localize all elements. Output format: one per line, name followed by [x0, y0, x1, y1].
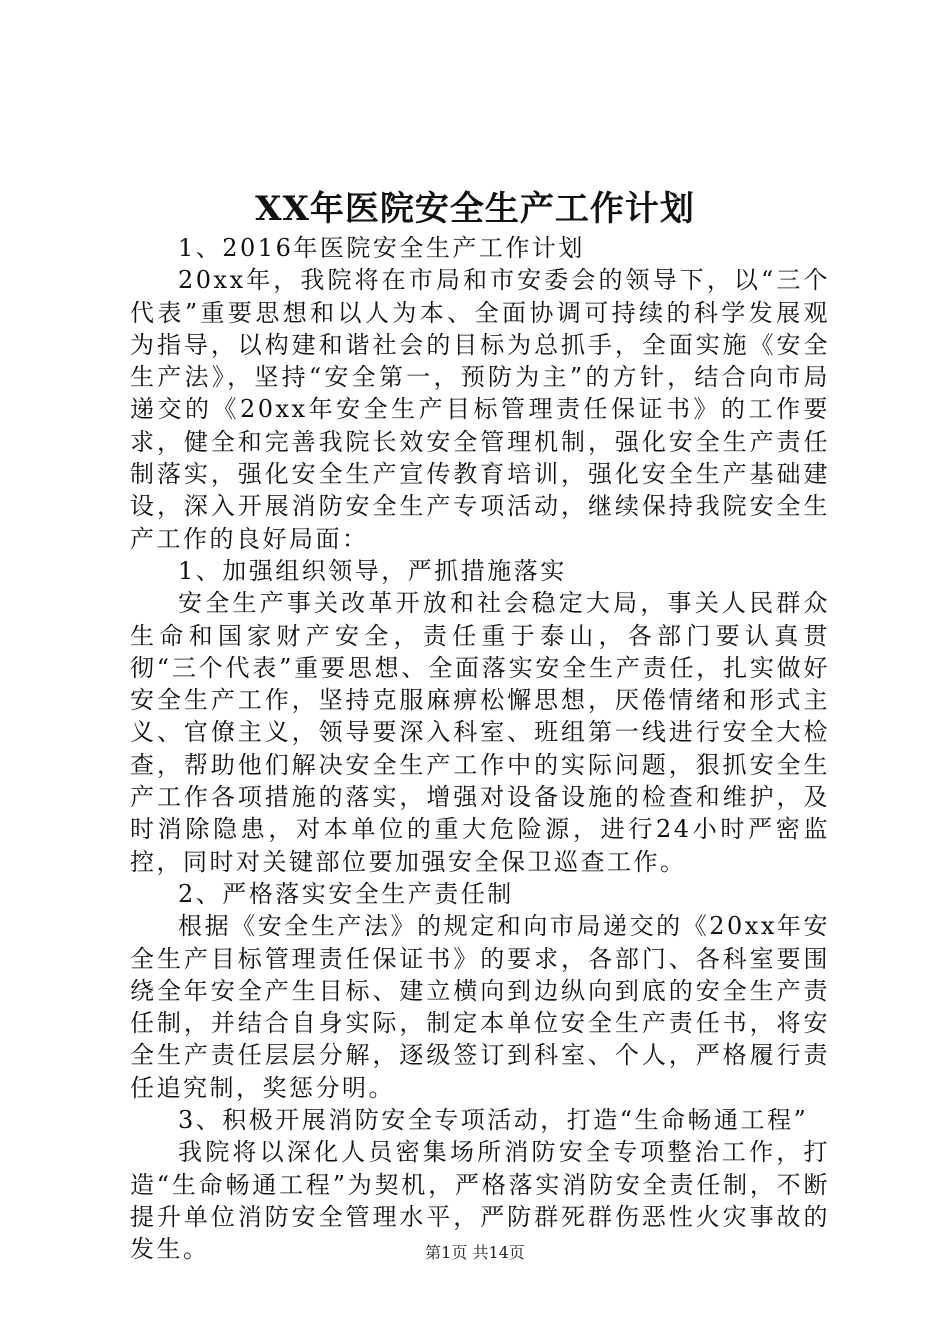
body-paragraph: 根据《安全生产法》的规定和向市局递交的《20xx年安全生产目标管理责任保证书》的要求，各部门、各科室要围绕全年安全产生目标、建立横向到边纵向到底的安全生产责任制，并结合自身实际，制定本单位安全生产责任书，将安全生产责任层层分解，逐级签订到科室、个人，严格履行责任追究制，奖惩分明。	[130, 912, 830, 1102]
document-title: XX年医院安全生产工作计划	[255, 189, 695, 229]
page-number-footer: 第1页 共14页	[425, 1243, 525, 1262]
body-paragraph: 20xx年，我院将在市局和市安委会的领导下，以“三个代表”重要思想和以人为本、全面协调可持续的科学发展观为指导，以构建和谐社会的目标为总抓手，全面实施《安全生产法》，坚持“安全第一，预防为主”的方针，结合向市局递交的《20xx年安全生产目标管理责任保证书》的工作要求，健全和完善我院长效安全管理机制，强化安全生产责任制落实，强化安全生产宣传教育培训，强化安全生产基础建设，深入开展消防安全生产专项活动，继续保持我院安全生产工作的良好局面：	[130, 266, 830, 553]
body-paragraph: 我院将以深化人员密集场所消防安全专项整治工作，打造“生命畅通工程”为契机，严格落实消防安全责任制，不断提升单位消防安全管理水平，严防群死群伤恶性火灾事故的发生。	[130, 1138, 830, 1264]
section-heading: 1、加强组织领导，严抓措施落实	[178, 556, 567, 585]
body-paragraph: 安全生产事关改革开放和社会稳定大局，事关人民群众生命和国家财产安全，责任重于泰山，各部门要认真贯彻“三个代表”重要思想、全面落实安全生产责任，扎实做好安全生产工作，坚持克服麻痹松懈思想，厌倦情绪和形式主义、官僚主义，领导要深入科室、班组第一线进行安全大检查，帮助他们解决安全生产工作中的实际问题，狠抓安全生产工作各项措施的落实，增强对设备设施的检查和维护，及时消除隐患，对本单位的重大危险源，进行24小时严密监控，同时对关键部位要加强安全保卫巡查工作。	[130, 589, 830, 876]
section-heading: 1、2016年医院安全生产工作计划	[178, 234, 585, 262]
document-body	[130, 232, 830, 1266]
section-heading: 3、积极开展消防安全专项活动，打造“生命畅通工程”	[178, 1106, 809, 1135]
section-heading: 2、严格落实安全生产责任制	[178, 879, 514, 908]
